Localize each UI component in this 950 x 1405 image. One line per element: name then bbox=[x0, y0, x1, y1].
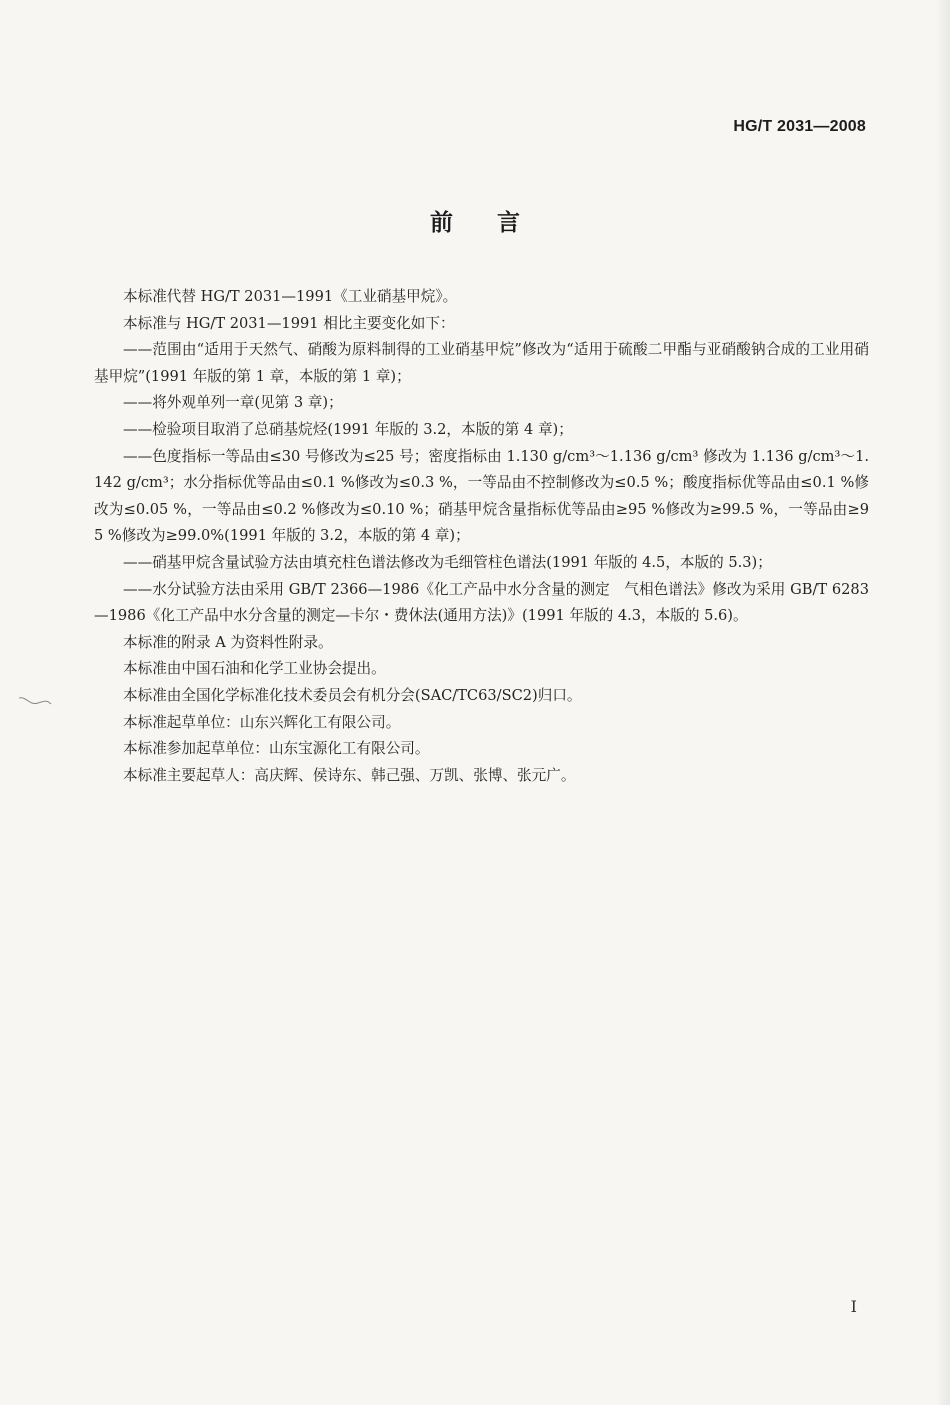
paragraph: 本标准参加起草单位：山东宝源化工有限公司。 bbox=[123, 740, 430, 758]
paragraph: ——检验项目取消了总硝基烷烃(1991 年版的 3.2，本版的第 4 章)； bbox=[123, 420, 573, 438]
scan-mark-icon bbox=[18, 694, 52, 708]
paragraph: 本标准起草单位：山东兴辉化工有限公司。 bbox=[123, 713, 401, 731]
page-title: 前言 bbox=[430, 210, 564, 236]
page-number: I bbox=[850, 1297, 857, 1316]
paragraph: 本标准主要起草人：高庆辉、侯诗东、韩己强、万凯、张博、张元广。 bbox=[123, 766, 576, 784]
paragraph: ——将外观单列一章(见第 3 章)； bbox=[123, 394, 343, 412]
paragraph: 本标准由全国化学标准化技术委员会有机分会(SAC/TC63/SC2)归口。 bbox=[123, 686, 582, 704]
paragraph: 本标准的附录 A 为资料性附录。 bbox=[123, 633, 333, 651]
paragraph: ——硝基甲烷含量试验方法由填充柱色谱法修改为毛细管柱色谱法(1991 年版的 4.5，本版的 5.3)； bbox=[123, 553, 772, 571]
paragraph: 本标准与 HG/T 2031—1991 相比主要变化如下： bbox=[123, 314, 455, 332]
document-code: HG/T 2031—2008 bbox=[733, 118, 866, 135]
paragraph: 本标准代替 HG/T 2031—1991《工业硝基甲烷》。 bbox=[123, 288, 458, 305]
paragraph: ——范围由“适用于天然气、硝酸为原料制得的工业硝基甲烷”修改为“适用于硫酸二甲酯与亚硝酸钠合成的工业用硝基甲烷”(1991 年版的第 1 章，本版的第 1 章)； bbox=[94, 341, 869, 385]
paragraph: ——色度指标一等品由≤30 号修改为≤25 号；密度指标由 1.130 g/cm³～1.136 g/cm³ 修改为 1.136 g/cm³～1.142 g/cm³；水分指标优等品由≤0.1 %修改为≤0.3 %，一等品由不控制修改为≤0.5 %；酸度指标优等品由≤0.1 %修改为≤0.05 %，一等品由≤0.2 %修改为≤0.10 %；硝基甲烷含量指标优等品由≥95 %修改为≥99.5 %，一等品由≥95 %修改为≥99.0%(1991 年版的 3.2，本版的第 4 章)； bbox=[94, 447, 869, 545]
paragraph: 本标准由中国石油和化学工业协会提出。 bbox=[123, 660, 386, 678]
paragraph: ——水分试验方法由采用 GB/T 2366—1986《化工产品中水分含量的测定 气相色谱法》修改为采用 GB/T 6283—1986《化工产品中水分含量的测定—卡尔・费休法(通用方法)》(1991 年版的 4.3，本版的 5.6)。 bbox=[94, 580, 869, 625]
body-text bbox=[94, 284, 869, 789]
